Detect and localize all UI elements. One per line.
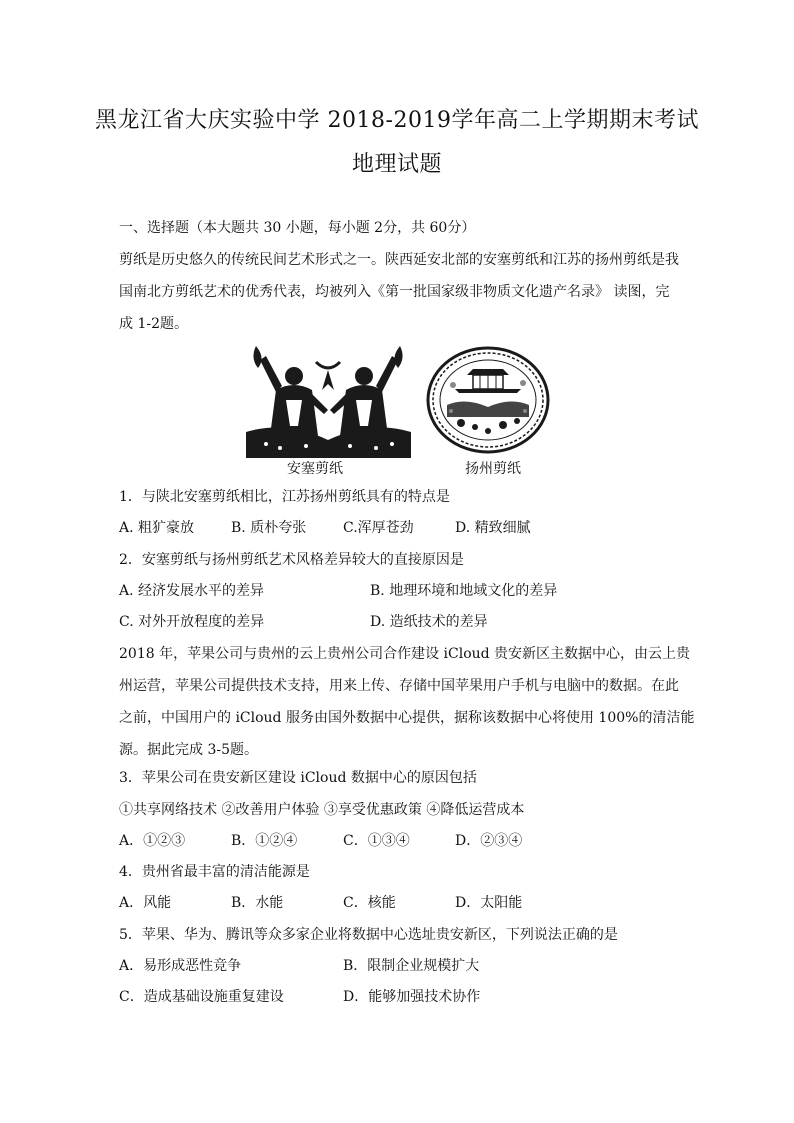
question-2-stem: 2．安塞剪纸与扬州剪纸艺术风格差异较大的直接原因是 — [119, 552, 464, 568]
question-5-option-c[interactable]: C．造成基础设施重复建设 — [119, 989, 284, 1005]
question-4-stem: 4．贵州省最丰富的清洁能源是 — [119, 864, 310, 880]
question-2-option-d[interactable]: D. 造纸技术的差异 — [370, 614, 488, 630]
question-2-option-b[interactable]: B. 地理环境和地域文化的差异 — [370, 583, 558, 599]
question-3-option-a[interactable]: A．①②③ — [119, 833, 186, 849]
question-1-stem: 1．与陕北安塞剪纸相比，江苏扬州剪纸具有的特点是 — [119, 489, 450, 505]
passage1-line: 国南北方剪纸艺术的优秀代表，均被列入《第一批国家级非物质文化遗产名录》 读图，完 — [119, 284, 670, 300]
passage2-line: 州运营，苹果公司提供技术支持，用来上传、存储中国苹果用户手机与电脑中的数据。在此 — [119, 678, 679, 694]
question-4-option-b[interactable]: B．水能 — [231, 895, 284, 911]
question-3-option-d[interactable]: D．②③④ — [455, 833, 523, 849]
question-2-option-a[interactable]: A. 经济发展水平的差异 — [119, 583, 265, 599]
passage1-line: 剪纸是历史悠久的传统民间艺术形式之一。陕西延安北部的安塞剪纸和江苏的扬州剪纸是我 — [119, 252, 679, 268]
question-3-option-b[interactable]: B．①②④ — [231, 833, 298, 849]
question-3-items: ①共享网络技术 ②改善用户体验 ③享受优惠政策 ④降低运营成本 — [119, 802, 525, 818]
question-5-option-b[interactable]: B．限制企业规模扩大 — [343, 958, 480, 974]
question-3-stem: 3．苹果公司在贵安新区建设 iCloud 数据中心的原因包括 — [119, 770, 477, 786]
question-4-option-c[interactable]: C．核能 — [343, 895, 396, 911]
question-1-option-c[interactable]: C.浑厚苍劲 — [343, 520, 414, 536]
passage2-line: 2018 年，苹果公司与贵州的云上贵州公司合作建设 iCloud 贵安新区主数据中心，由云上贵 — [119, 646, 691, 662]
yangzhou-papercut-image — [425, 345, 551, 455]
question-1-option-b[interactable]: B. 质朴夸张 — [231, 520, 307, 536]
question-5-stem: 5．苹果、华为、腾讯等众多家企业将数据中心选址贵安新区，下列说法正确的是 — [119, 927, 618, 943]
page-subtitle: 地理试题 — [351, 152, 442, 177]
question-4-option-a[interactable]: A．风能 — [119, 895, 172, 911]
question-5-option-a[interactable]: A．易形成恶性竞争 — [119, 958, 242, 974]
question-3-option-c[interactable]: C．①③④ — [343, 833, 410, 849]
passage2-line: 源。据此完成 3-5题。 — [119, 742, 258, 758]
page-title: 黑龙江省大庆实验中学 2018-2019学年高二上学期期末考试 — [95, 108, 699, 133]
question-1-option-a[interactable]: A. 粗犷豪放 — [119, 520, 195, 536]
question-2-option-c[interactable]: C. 对外开放程度的差异 — [119, 614, 265, 630]
passage1-line: 成 1-2题。 — [119, 316, 188, 332]
question-4-option-d[interactable]: D．太阳能 — [455, 895, 523, 911]
question-1-option-d[interactable]: D. 精致细腻 — [455, 520, 531, 536]
yangzhou-caption: 扬州剪纸 — [465, 461, 521, 477]
ansai-caption: 安塞剪纸 — [287, 461, 343, 477]
question-5-option-d[interactable]: D．能够加强技术协作 — [343, 989, 481, 1005]
section-header: 一、选择题（本大题共 30 小题，每小题 2分，共 60分） — [119, 220, 476, 236]
passage2-line: 之前，中国用户的 iCloud 服务由国外数据中心提供，据称该数据中心将使用 100%的清洁能 — [119, 710, 695, 726]
